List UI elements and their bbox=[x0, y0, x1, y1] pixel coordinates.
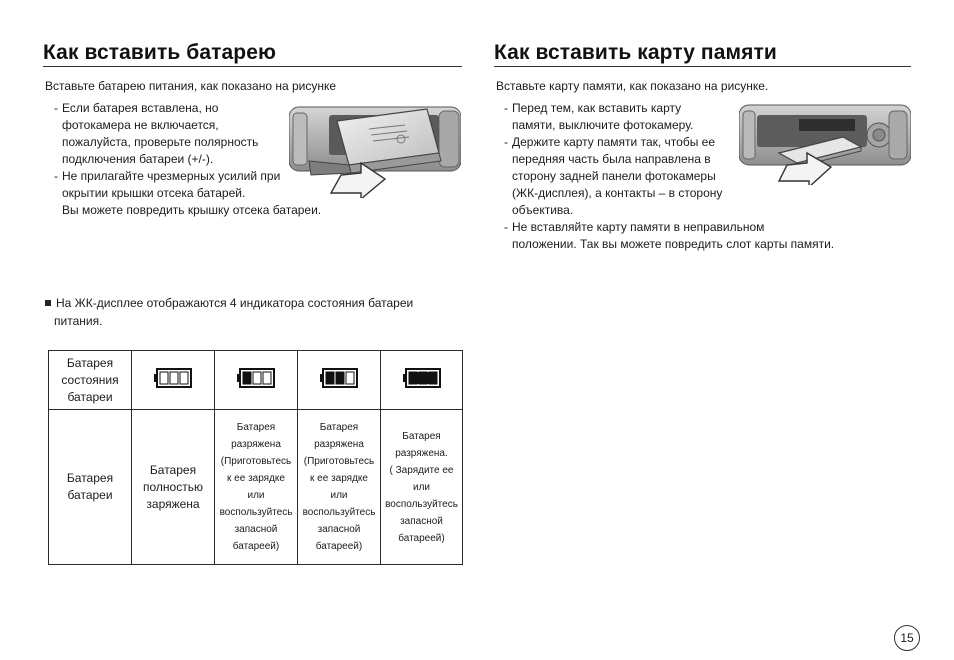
status-empty-text bbox=[381, 410, 463, 565]
bullet-line: (ЖК-дисплея), а контакты – в сторону bbox=[512, 186, 723, 200]
battery-gauge-graphic bbox=[154, 368, 192, 388]
battery-gauge-graphic bbox=[403, 368, 441, 388]
cell-line: Батарея bbox=[402, 430, 441, 442]
battery-one-third-icon bbox=[320, 377, 358, 391]
cell-line: заряжена bbox=[146, 496, 200, 511]
square-bullet-icon bbox=[45, 300, 51, 306]
battery-bullet-polarity bbox=[54, 100, 321, 168]
battery-segment-charged bbox=[160, 372, 168, 384]
status-low1-text bbox=[215, 410, 298, 565]
cell-line: Батарея bbox=[319, 422, 359, 433]
cell-line: Батарея bbox=[149, 462, 197, 477]
bullet-line: фотокамера не включается, bbox=[62, 118, 219, 132]
battery-gauge-graphic bbox=[237, 368, 275, 388]
battery-status-table bbox=[48, 350, 463, 565]
cell-line: (Приготовьтесь bbox=[220, 456, 292, 467]
battery-gauge-graphic bbox=[320, 368, 358, 388]
cell-line: запасной bbox=[317, 524, 361, 535]
title-rule-left bbox=[43, 66, 462, 67]
bullet-line: - Если батарея вставлена, но bbox=[62, 101, 219, 115]
cell-line: батареей) bbox=[232, 541, 280, 552]
battery-insert-image bbox=[289, 101, 461, 198]
battery-segment-charged bbox=[346, 372, 354, 384]
cell-line: к ее зарядке bbox=[227, 473, 285, 484]
card-intro: Вставьте карту памяти, как показано на рисунке. bbox=[496, 79, 769, 93]
cell-line: воспользуйтесь bbox=[385, 498, 458, 510]
bullet-line: Вы можете повредить крышку отсека батареи. bbox=[62, 203, 322, 217]
bullet-line: положении. Так вы можете повредить слот карты памяти. bbox=[512, 237, 835, 251]
table-row bbox=[49, 410, 463, 565]
battery-intro: Вставьте батарею питания, как показано на рисунке bbox=[45, 79, 337, 93]
cell-line: Батарея bbox=[66, 471, 114, 485]
cell-line: полностью bbox=[143, 479, 203, 494]
cell-line: или bbox=[330, 490, 348, 501]
battery-segment-depleted bbox=[243, 372, 251, 384]
note-line: На ЖК-дисплее отображаются 4 индикатора состояния батареи bbox=[56, 296, 414, 310]
battery-empty-cell bbox=[381, 351, 463, 410]
cell-line: ( Зарядите ее bbox=[389, 464, 454, 476]
bullet-line: - Не прилагайте чрезмерных усилий при bbox=[62, 169, 281, 183]
cell-line: разряжена bbox=[231, 439, 281, 450]
battery-segment-charged bbox=[180, 372, 188, 384]
battery-two-thirds-cell bbox=[215, 351, 298, 410]
table-row bbox=[49, 351, 463, 410]
battery-bullet-force bbox=[54, 168, 321, 219]
cell-line: разряжена. bbox=[395, 447, 448, 459]
cell-line: воспользуйтесь bbox=[302, 507, 376, 518]
battery-segment-depleted bbox=[336, 372, 344, 384]
section-title-memory-card: Как вставить карту памяти bbox=[494, 41, 777, 64]
bullet-line: окрытии крышки отсека батарей. bbox=[62, 186, 246, 200]
bullet-line: - Перед тем, как вставить карту bbox=[512, 101, 682, 115]
cell-line: или bbox=[412, 481, 430, 493]
bullet-line: объектива. bbox=[512, 203, 574, 217]
battery-segment-charged bbox=[170, 372, 178, 384]
page-number: 15 bbox=[894, 625, 920, 651]
section-title-battery: Как вставить батарею bbox=[43, 41, 277, 64]
bullet-line: передняя часть была направлена в bbox=[512, 152, 711, 166]
cell-line: Батарея bbox=[236, 422, 276, 433]
battery-bullets bbox=[54, 100, 321, 219]
cell-line: к ее зарядке bbox=[310, 473, 368, 484]
cell-line: запасной bbox=[400, 515, 443, 527]
table-row-label bbox=[49, 410, 132, 565]
battery-empty-icon bbox=[403, 377, 441, 391]
card-insert-image bbox=[739, 101, 911, 185]
status-full-text bbox=[132, 410, 215, 565]
cell-line: батареи bbox=[67, 488, 113, 502]
battery-empty-fill bbox=[409, 372, 437, 384]
battery-full-icon bbox=[154, 377, 192, 391]
battery-segment-charged bbox=[253, 372, 261, 384]
battery-segment-depleted bbox=[326, 372, 334, 384]
cell-line: воспользуйтесь bbox=[219, 507, 293, 518]
table-header-label bbox=[49, 351, 132, 410]
cell-line: батареи bbox=[67, 389, 113, 404]
bullet-line: - Не вставляйте карту памяти в неправильном bbox=[512, 220, 765, 234]
bullet-line: пожалуйста, проверьте полярность bbox=[62, 135, 259, 149]
cell-line: разряжена bbox=[314, 439, 364, 450]
cell-line: батареей) bbox=[398, 532, 445, 544]
cell-line: (Приготовьтесь bbox=[303, 456, 375, 467]
battery-one-third-cell bbox=[298, 351, 381, 410]
card-insert-illustration bbox=[739, 101, 911, 185]
cell-line: батареей) bbox=[315, 541, 363, 552]
cell-line: или bbox=[247, 490, 265, 501]
bullet-line: сторону задней панели фотокамеры bbox=[512, 169, 716, 183]
cell-line: запасной bbox=[234, 524, 278, 535]
battery-insert-illustration bbox=[289, 101, 461, 198]
status-low2-text bbox=[298, 410, 381, 565]
bullet-line: памяти, выключите фотокамеру. bbox=[512, 118, 694, 132]
cell-line: состояния bbox=[61, 372, 119, 387]
battery-two-thirds-icon bbox=[237, 377, 275, 391]
title-rule-right bbox=[494, 66, 911, 67]
card-bullet-wrong-position bbox=[504, 219, 834, 253]
battery-full-cell bbox=[132, 351, 215, 410]
battery-indicator-note bbox=[45, 295, 413, 312]
cell-line: Батарея bbox=[66, 355, 114, 370]
battery-segment-charged bbox=[263, 372, 271, 384]
bullet-line: - Держите карту памяти так, чтобы ее bbox=[512, 135, 716, 149]
bullet-line: подключения батареи (+/-). bbox=[62, 152, 214, 166]
battery-indicator-note-cont: питания. bbox=[54, 314, 103, 328]
